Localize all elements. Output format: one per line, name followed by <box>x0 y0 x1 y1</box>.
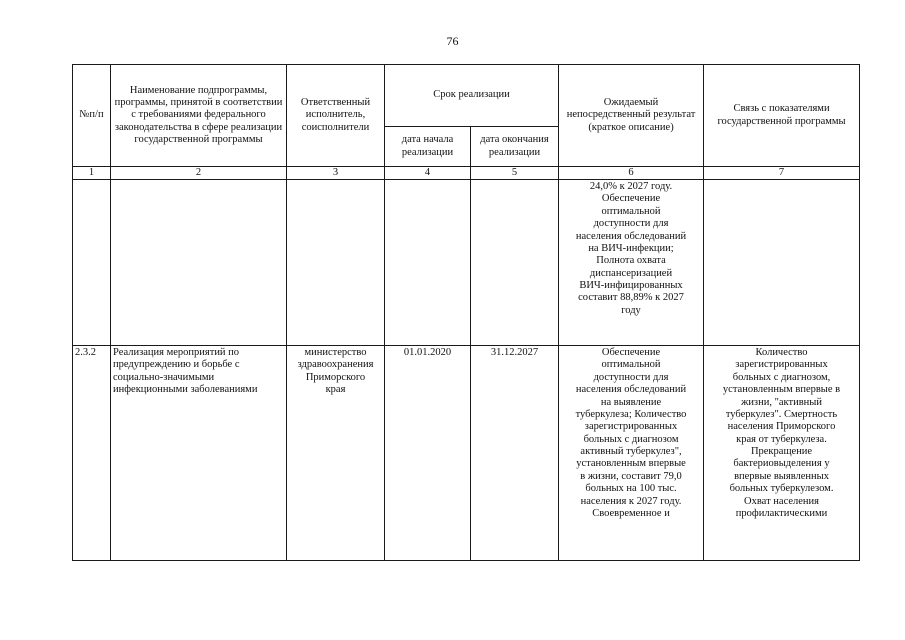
row-start-date <box>385 180 471 346</box>
program-table <box>72 64 860 561</box>
row-program-name: Реализация мероприятий по предупреждению и борьбе с социально-значимыми инфекционными заболеваниями <box>111 346 287 561</box>
row-number <box>73 180 111 346</box>
row-expected-result: Обеспечение оптимальной доступности для населения обследований на выявление туберкулеза; Количество зарегистрированных больных с диагнозом активный туберкулез", установленным впервые в жизни, составит 79,0 больных на 100 тыс. населения к 2027 году. Своевременное и <box>559 346 704 561</box>
column-number: 1 <box>73 167 111 180</box>
row-end-date: 31.12.2027 <box>471 346 559 561</box>
row-indicator-link <box>704 180 860 346</box>
row-executor <box>287 180 385 346</box>
page-number: 76 <box>446 34 459 48</box>
row-expected-result: 24,0% к 2027 году. Обеспечение оптимальной доступности для населения обследований на ВИЧ-инфекции; Полнота охвата диспансеризацией ВИЧ-инфицированных составит 88,89% к 2027 году <box>559 180 704 346</box>
header-indicator-link: Связь с показателями государственной программы <box>704 65 860 167</box>
column-number-row <box>73 167 860 180</box>
row-number: 2.3.2 <box>73 346 111 561</box>
column-number: 2 <box>111 167 287 180</box>
column-number: 7 <box>704 167 860 180</box>
header-start-date: дата начала реализации <box>385 127 471 167</box>
column-number: 4 <box>385 167 471 180</box>
header-end-date: дата окончания реализации <box>471 127 559 167</box>
table-row <box>73 180 860 346</box>
row-program-name <box>111 180 287 346</box>
header-number: №п/п <box>73 65 111 167</box>
row-end-date <box>471 180 559 346</box>
table-row <box>73 346 860 561</box>
row-executor: министерство здравоохранения Приморского края <box>287 346 385 561</box>
row-start-date: 01.01.2020 <box>385 346 471 561</box>
header-executor: Ответственный исполнитель, соисполнители <box>287 65 385 167</box>
column-number: 6 <box>559 167 704 180</box>
column-number: 3 <box>287 167 385 180</box>
column-number: 5 <box>471 167 559 180</box>
header-implementation-period: Срок реализации <box>385 65 559 127</box>
header-program-name: Наименование подпрограммы, программы, принятой в соответствии с требованиями федерального законодательства в сфере реализации государственной программы <box>111 65 287 167</box>
header-expected-result: Ожидаемый непосредственный результат (краткое описание) <box>559 65 704 167</box>
row-indicator-link: Количество зарегистрированных больных с диагнозом, установленным впервые в жизни, "активный туберкулез". Смертность населения Приморского края от туберкулеза. Прекращение бактериовыделения у впервые выявленных больных туберкулезом. Охват населения профилактическими <box>704 346 860 561</box>
